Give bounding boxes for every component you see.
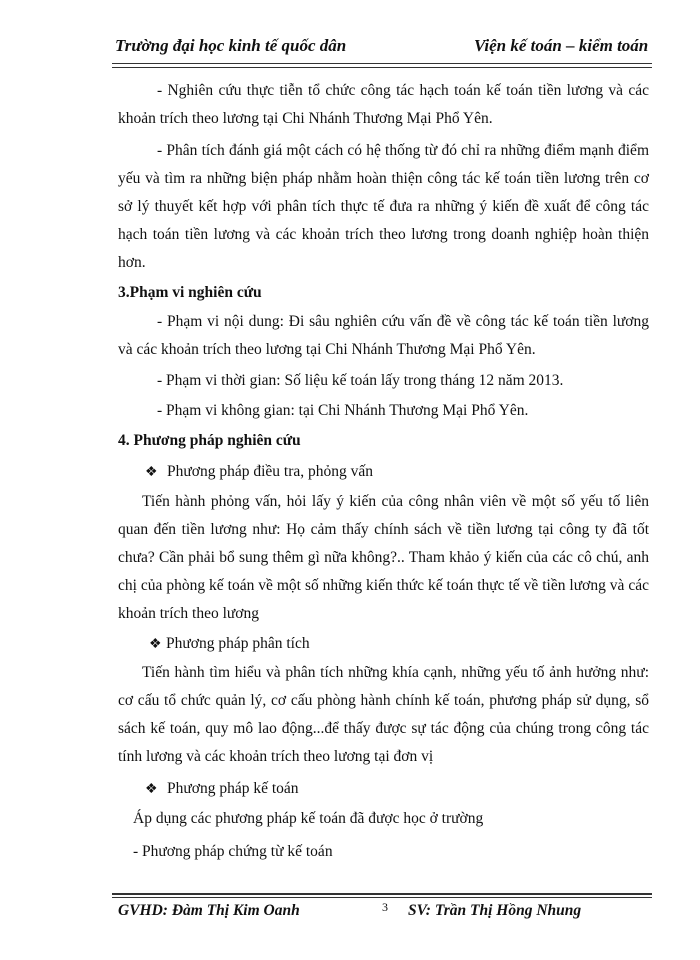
footer-advisor: GVHD: Đàm Thị Kim Oanh — [118, 902, 300, 919]
header-institute: Viện kế toán – kiểm toán — [474, 36, 649, 55]
bullet-item-survey — [145, 458, 373, 487]
bullet-label-survey: Phương pháp điều tra, phỏng vấn — [167, 463, 374, 480]
paragraph-8: Áp dụng các phương pháp kế toán đã được học ở trường — [133, 810, 484, 827]
footer-rule — [112, 893, 652, 895]
bullet-label-accounting: Phương pháp kế toán — [167, 780, 299, 797]
paragraph-5: - Phạm vi không gian: tại Chi Nhánh Thương Mại Phổ Yên. — [157, 402, 529, 419]
paragraph-6: Tiến hành phỏng vấn, hỏi lấy ý kiến của công nhân viên về một số yếu tố liên quan đến tiền lương như: Họ cảm thấy chính sách về tiền lương tại công ty đã tốt chưa? Cần phải bổ sung thêm gì nữa không?.. Tham khảo ý kiến của các cô chú, anh chị của phòng kế toán về một số những kiến thức kế toán thực tế về tiền lương và các khoản trích theo lương — [118, 493, 649, 622]
page-number: 3 — [382, 900, 388, 914]
diamond-star-icon: ❖ — [145, 465, 158, 480]
paragraph-1: - Nghiên cứu thực tiễn tổ chức công tác hạch toán kế toán tiền lương và các khoản trích theo lương tại Chi Nhánh Thương Mại Phổ Yên. — [118, 82, 649, 127]
header-rule — [112, 63, 652, 64]
heading-methods: 4. Phương pháp nghiên cứu — [118, 432, 301, 449]
paragraph-9: - Phương pháp chứng từ kế toán — [133, 843, 333, 860]
bullet-item-accounting — [145, 775, 299, 804]
paragraph-4: - Phạm vi thời gian: Số liệu kế toán lấy trong tháng 12 năm 2013. — [157, 372, 564, 389]
diamond-star-icon: ❖ — [149, 637, 162, 652]
paragraph-3: - Phạm vi nội dung: Đi sâu nghiên cứu vấn đề về công tác kế toán tiền lương và các khoản trích theo lương tại Chi Nhánh Thương Mại Phổ Yên. — [118, 313, 649, 358]
footer-rule-2 — [112, 897, 652, 898]
bullet-label-analysis: Phương pháp phân tích — [166, 635, 310, 652]
heading-scope: 3.Phạm vi nghiên cứu — [118, 284, 262, 301]
paragraph-7: Tiến hành tìm hiểu và phân tích những khía cạnh, những yếu tố ảnh hưởng như: cơ cấu tổ chức quản lý, cơ cấu phòng hành chính kế toán, phương pháp sử dụng, sổ sách kế toán, quy mô lao động...để thấy được sự tác động của chúng trong công tác tính lương và các khoản trích theo lương tại đơn vị — [118, 664, 649, 765]
header-rule-2 — [112, 67, 652, 68]
header-school: Trường đại học kinh tế quốc dân — [115, 36, 347, 55]
paragraph-2: - Phân tích đánh giá một cách có hệ thống từ đó chỉ ra những điểm mạnh điểm yếu và tìm ra những biện pháp nhằm hoàn thiện công tác kế toán tiền lương trên cơ sở lý thuyết kết hợp với phân tích thực tế đưa ra những ý kiến đề xuất để công tác hạch toán tiền lương và các khoản trích theo lương trong doanh nghiệp hoàn thiện hơn. — [118, 142, 649, 271]
footer-student: SV: Trần Thị Hồng Nhung — [408, 902, 582, 919]
bullet-item-analysis — [149, 630, 310, 659]
diamond-star-icon: ❖ — [145, 782, 158, 797]
